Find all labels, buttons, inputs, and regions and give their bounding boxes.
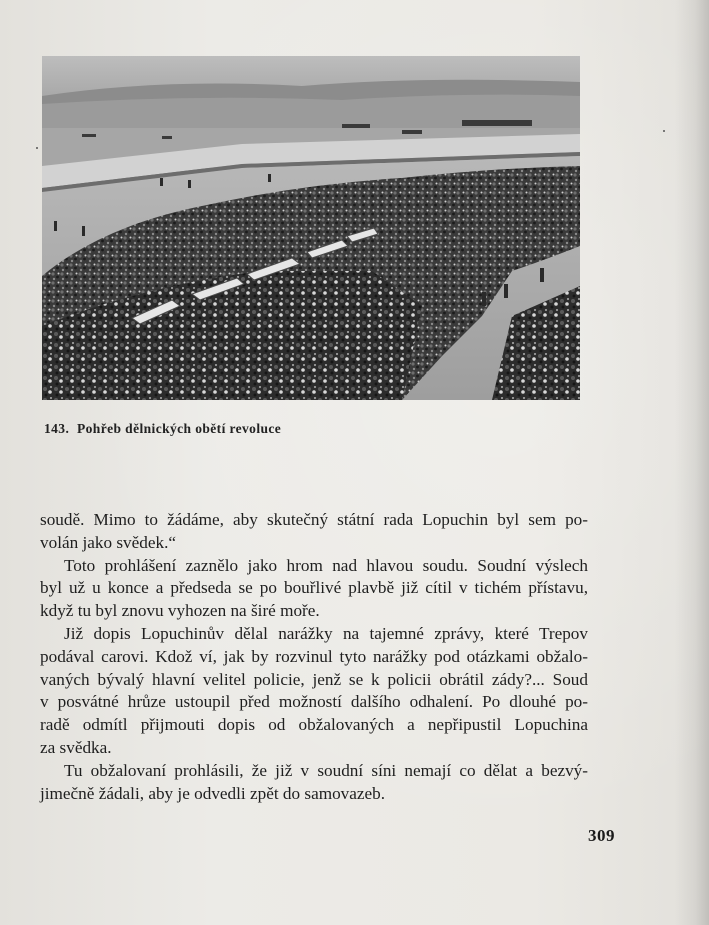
paragraph-4 (40, 760, 588, 806)
caption-number: 143. (44, 421, 70, 436)
body-text (40, 509, 588, 805)
text-line: když tu byl znovu vyhozen na širé moře. (40, 601, 320, 621)
text-line: soudě. Mimo to žádáme, aby skutečný státní rada Lopuchin byl sem po- (40, 510, 588, 529)
text-line: vaných bývalý hlavní velitel policie, jenž se k policii obrátil zády?... Soud (40, 669, 588, 689)
paper-speck (663, 130, 665, 132)
funeral-photograph (42, 56, 580, 400)
text-line: volán jako svědek.“ (40, 532, 177, 552)
paper-speck (36, 147, 38, 149)
paragraph-3 (40, 623, 588, 760)
text-line: v posvátné hrůze ustoupil před možností dalšího odhalení. Po dlouhé po- (40, 692, 588, 712)
paragraph-1 (40, 509, 588, 555)
text-line: za svědka. (40, 737, 112, 757)
text-line: radě odmítl přijmouti dopis od obžalovaných a nepřipustil Lopuchina (40, 715, 588, 735)
text-line: Již dopis Lopuchinův dělal narážky na tajemné zprávy, které Trepov (64, 623, 588, 643)
text-line: podával carovi. Kdož ví, jak by rozvinul tyto narážky pod otázkami obžalo- (40, 646, 588, 666)
caption-text: Pohřeb dělnických obětí revoluce (77, 421, 282, 436)
text-line: Tu obžalovaní prohlásili, že již v soudní síni nemají co dělat a bezvý- (64, 760, 588, 780)
text-line: jimečně žádali, aby je odvedli zpět do samovazeb. (40, 783, 386, 803)
paragraph-2 (40, 555, 588, 623)
page-edge-shadow (675, 0, 709, 925)
figure-caption (44, 421, 281, 437)
page-number: 309 (588, 826, 615, 845)
text-line: byl už u konce a předseda se po bouřlivé plavbě již cítil v tichém přístavu, (40, 578, 588, 598)
text-line: Toto prohlášení zaznělo jako hrom nad hlavou soudu. Soudní výslech (64, 555, 588, 575)
funeral-crowd-image (42, 56, 580, 400)
